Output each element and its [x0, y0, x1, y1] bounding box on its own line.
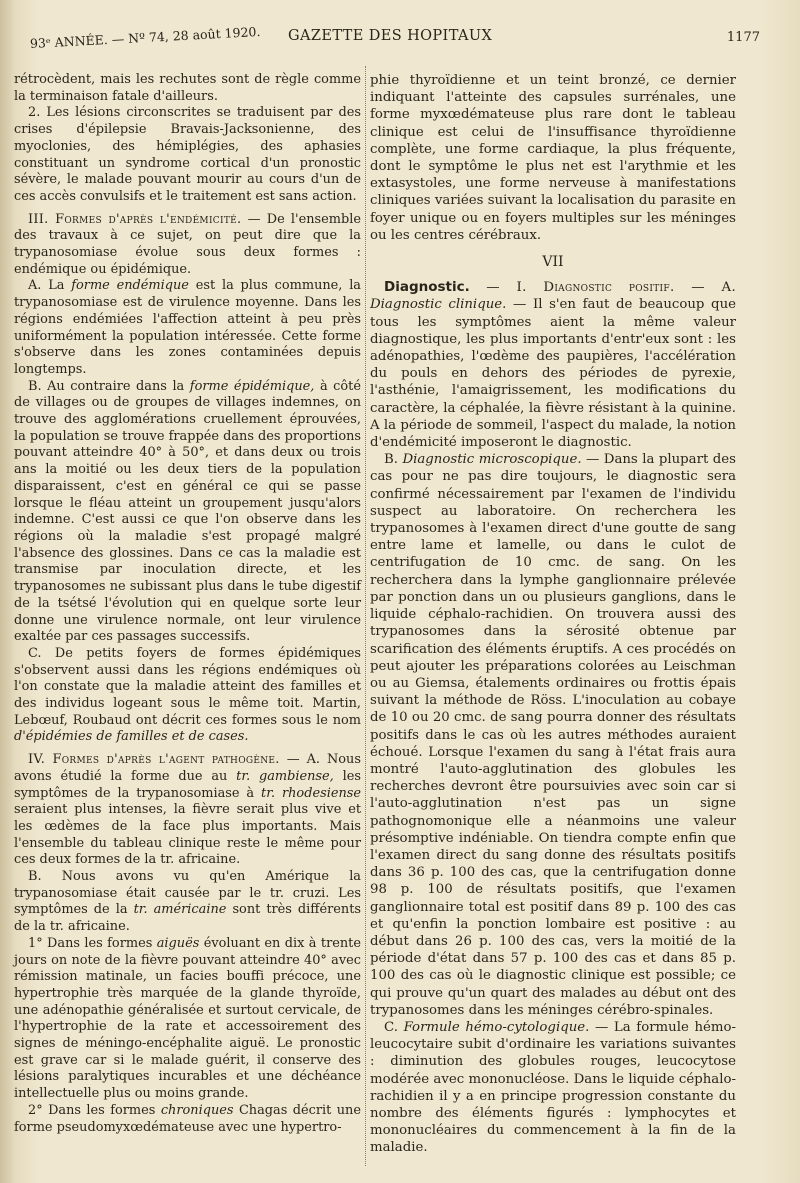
section-iii: III. Formes d'après l'endémicité. — De l'ensemble des travaux à ce sujet, on peut dire que la trypanosomiase évolue sous deux formes : endémique ou épidémique. [14, 211, 361, 277]
section-number: VII [542, 254, 564, 271]
paragraph: A. La forme endémique est la plus commune, la trypanosomiase est de virulence moyenne. Dans les régions endémiées l'affection atteint à peu près uniformément la population intéressée. Cette forme s'observe dans les zones contaminées depuis longtemps. [14, 278, 361, 377]
journal-title: GAZETTE DES HOPITAUX [288, 28, 493, 44]
paragraph: B. Nous avons vu qu'en Amérique la trypanosomiase était causée par le tr. cruzi. Les symptômes de la tr. américaine sont très différents de la tr. africaine. [14, 869, 361, 935]
page-header [20, 23, 760, 54]
paragraph: 1° Dans les formes aiguës évoluant en dix à trente jours on note de la fièvre pouvant atteindre 40° avec rémission matinale, un facies bouffi précoce, une hypertrophie très marquée de la glande thyroïde, une adénopathie généralisée et surtout cervicale, de l'hypertrophie de la rate et accessoirement des signes de méningo-encéphalite aiguë. Le pronostic est grave car si le malade guérit, il conserve des lésions paralytiques incurables et une déchéance intellectuelle plus ou moins grande. [14, 935, 361, 1102]
section-iv: IV. Formes d'après l'agent pathogène. — A. Nous avons étudié la forme due au tr. gambiense, les symptômes de la trypanosomiase à tr. rhodesiense seraient plus intenses, la fièvre serait plus vive et les œdèmes de la face plus importants. Mais l'ensemble du tableau clinique reste le même pour ces deux formes de la tr. africaine. [14, 752, 361, 868]
column-divider [365, 66, 366, 1166]
paragraph: 2. Les lésions circonscrites se traduisent par des crises d'épilepsie Bravais-Jacksonienne, des myoclonies, des hémiplégies, des aphasies constituant un syndrome cortical d'un pronostic sévère, le malade pouvant mourir au cours d'un de ces accès convulsifs et le traitement est sans action. [14, 105, 361, 204]
paragraph: C. De petits foyers de formes épidémiques s'observent aussi dans les régions endémiques où l'on constate que la maladie atteint des familles et des individus logeant sous le même toit. Martin, Lebœuf, Roubaud ont décrit ces formes sous le nom d'épidémies de familles et de cases. [14, 645, 361, 745]
section-heading: IV. Formes d'après l'agent pathogène. [28, 752, 280, 768]
paragraph: phie thyroïdienne et un teint bronzé, ce dernier indiquant l'atteinte des capsules surrénales, une forme myxœdémateuse plus rare dont le tableau clinique est celui de l'insuffisance thyroïdienne complète, une forme cardiaque, la plus fréquente, dont le symptôme le plus net est l'arythmie et les extasystoles, une forme nerveuse à manifestations cliniques variées suivant la localisation du parasite en foyer unique ou en foyers multiples sur les méninges ou les centres cérébraux. [370, 73, 736, 243]
paragraph: C. Formule hémo-cytologique. — La formule hémo-leucocytaire subit d'ordinaire les variations suivantes : diminution des globules rouges, leucocytose modérée avec mononucléose. Dans le liquide céphalo-rachidien il y a en principe progression constante du nombre des éléments figurés : lymphocytes et mononucléaires du commencement à la fin de la maladie. [370, 1019, 736, 1156]
section-heading: Diagnostic. [384, 279, 470, 296]
paragraph: B. Diagnostic microscopique. — Dans la plupart des cas pour ne pas dire toujours, le diagnostic sera confirmé nécessairement par l'examen de l'individu suspect au laboratoire. On recherchera les trypanosomes à l'examen direct d'une goutte de sang entre lame et lamelle, ou dans le culot de centrifugation de 10 cmc. de sang. On les recherchera dans la lymphe ganglionnaire prélevée par ponction dans un ou plusieurs ganglions, dans le liquide céphalo-rachidien. On trouvera aussi des trypanosomes dans la sérosité obtenue par scarification des éléments éruptifs. A ces procédés on peut ajouter les préparations colorées au Leischman ou au Giemsa, étalements ordinaires ou frottis épais suivant la méthode de Röss. L'inoculation au cobaye de 10 ou 20 cmc. de sang pourra donner des résultats positifs dans le cas où les autres méthodes auraient échoué. Lorsque l'examen du sang à l'état frais aura montré l'auto-agglutination des globules les recherches devront être poursuivies avec soin car si l'auto-agglutination n'est pas un signe pathognomonique elle a néanmoins une valeur présomptive indéniable. On tiendra compte enfin que l'examen direct du sang donne des résultats positifs dans 36 p. 100 des cas, que la centrifugation donne 98 p. 100 de résultats positifs, que l'examen ganglionnaire total est positif dans 89 p. 100 des cas et qu'enfin la ponction lombaire est positive : au début dans 26 p. 100 des cas, vers la moitié de la période d'état dans 57 p. 100 des cas et dans 85 p. 100 des cas où le diagnostic clinique est possible; ce qui prouve qu'un quart des malades au début ont des trypanosomes dans les méninges cérébro-spinales. [370, 452, 736, 1018]
issue-info: 93ᵉ ANNÉE. — Nº 74, 28 août 1920. [29, 23, 261, 51]
section-heading: III. Formes d'après l'endémicité. [28, 211, 242, 227]
right-column [370, 72, 736, 1157]
paragraph: B. Au contraire dans la forme épidémique, à côté de villages ou de groupes de villages indemnes, on trouve des agglomérations cruellement éprouvées, la population se trouve frappée dans des proportions pouvant atteindre 40° à 50°, et dans deux ou trois ans la moitié ou les deux tiers de la population disparaissent, c'est en général ce qui se passe lorsque le fléau atteint un groupement jusqu'alors indemne. C'est aussi ce que l'on observe dans les régions où la maladie s'est propagé malgré l'absence des glossines. Dans ce cas la maladie est transmise par inoculation directe, et les trypanosomes ne subissant plus dans le tube digestif de la tsétsé l'évolution qui en quelque sorte leur donne une virulence normale, ont leur virulence exaltée par ces passages successifs. [14, 378, 361, 645]
paragraph: rétrocèdent, mais les rechutes sont de règle comme la terminaison fatale d'ailleurs. [14, 72, 361, 104]
page-number: 1177 [726, 30, 760, 45]
paragraph: 2° Dans les formes chroniques Chagas décrit une forme pseudomyxœdémateuse avec une hypertro- [14, 1102, 361, 1135]
left-column [14, 72, 361, 1136]
paragraph: Diagnostic. — I. Diagnostic positif. — A. Diagnostic clinique. — Il s'en faut de beaucoup que tous les symptômes aient la même valeur diagnostique, les plus importants d'entr'eux sont : les adénopathies, l'œdème des paupières, l'accélération du pouls en dehors des périodes de pyrexie, l'asthénie, l'amaigrissement, les modifications du caractère, la céphalée, la fièvre résistant à la quinine. A la période de sommeil, l'aspect du malade, la notion d'endémicité imposeront le diagnostic. [370, 279, 736, 451]
